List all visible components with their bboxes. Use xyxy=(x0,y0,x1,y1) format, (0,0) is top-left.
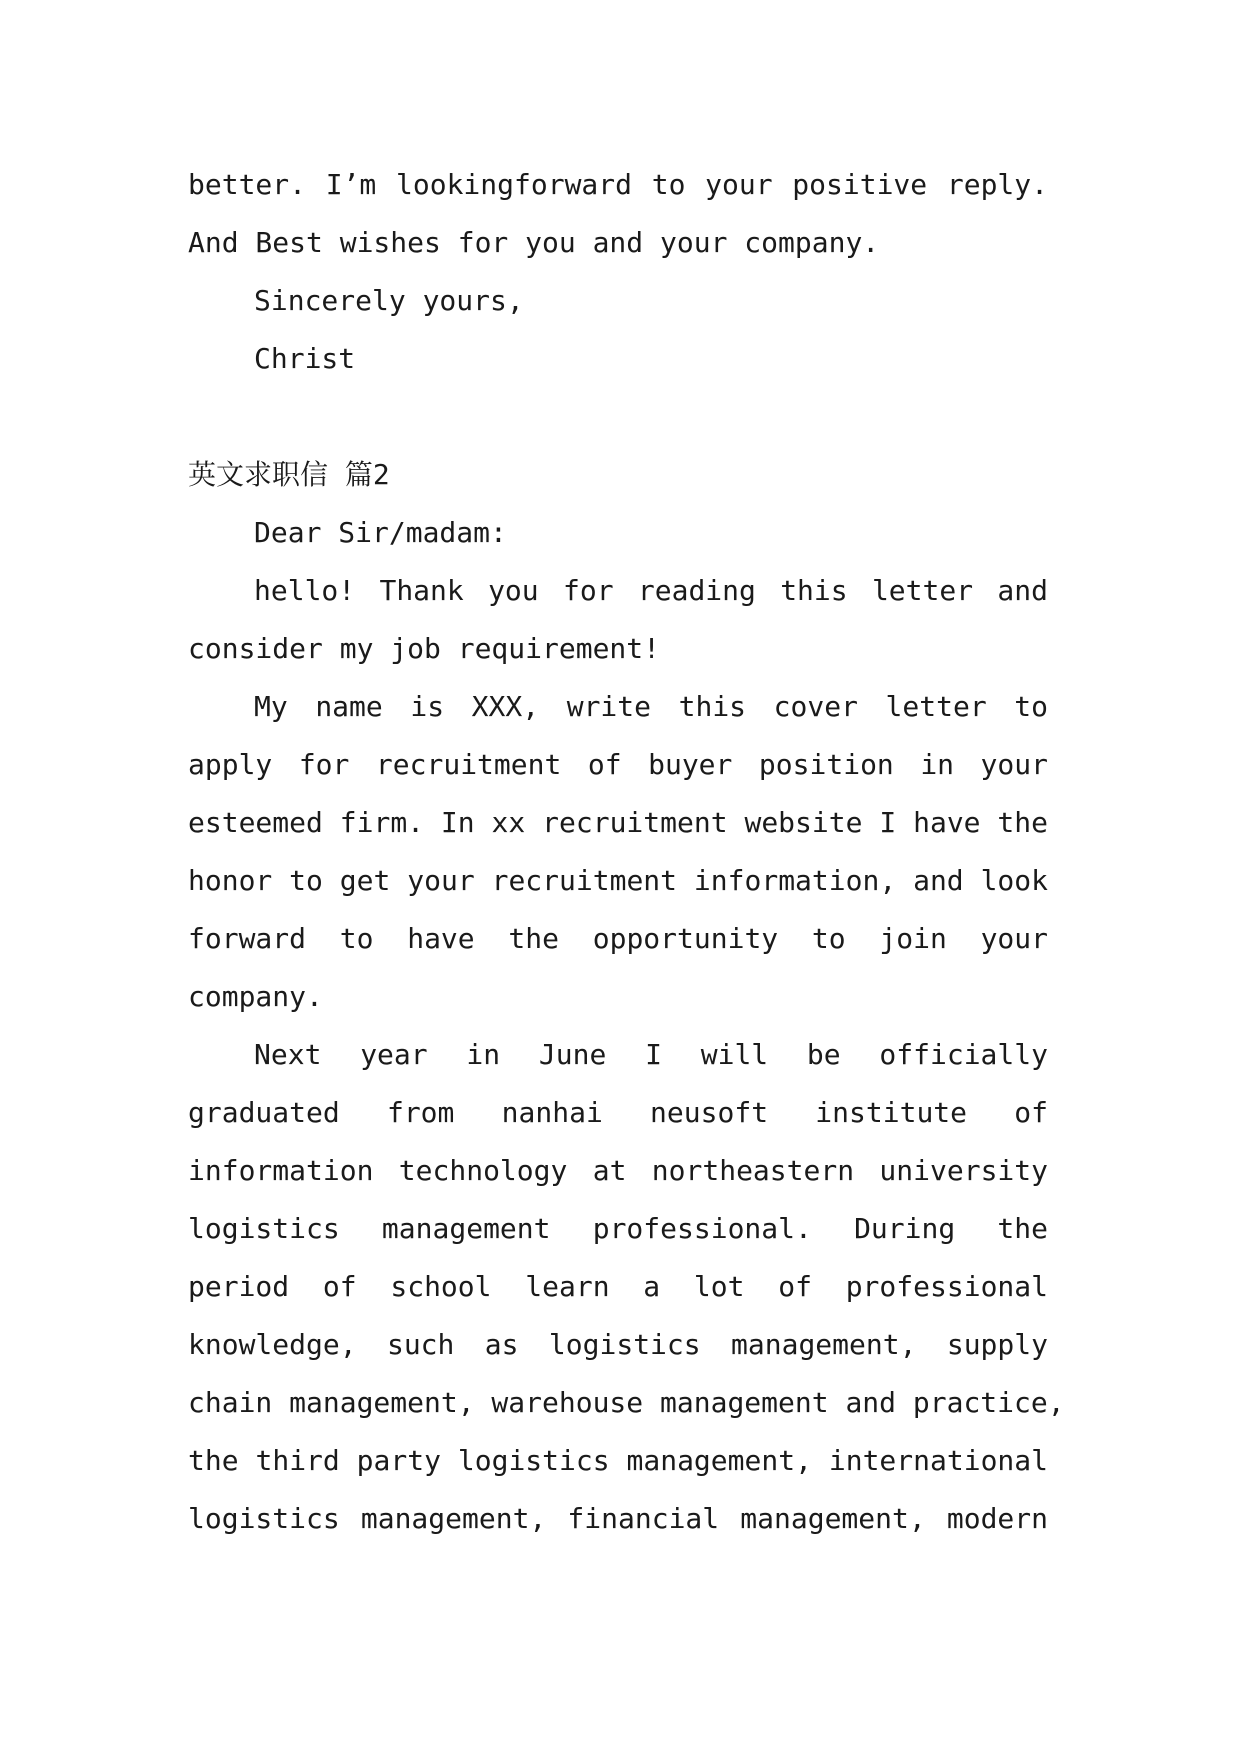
text-line: My name is XXX, write this cover letter to xyxy=(254,690,1048,723)
text-line: honor to get your recruitment information, and look xyxy=(188,864,1048,897)
paragraph-greeting xyxy=(188,562,1048,678)
document-body xyxy=(188,156,1065,1548)
text-line: apply for recruitment of buyer position in your xyxy=(188,748,1048,781)
text-line: the third party logistics management, international xyxy=(188,1444,1048,1477)
salutation: Dear Sir/madam: xyxy=(254,516,507,549)
text-line: esteemed firm. In xx recruitment website I have the xyxy=(188,806,1048,839)
text-line: forward to have the opportunity to join your xyxy=(188,922,1048,955)
text-line: And Best wishes for you and your company. xyxy=(188,226,880,259)
text-line: information technology at northeastern university xyxy=(188,1154,1048,1187)
text-line: knowledge, such as logistics management, supply xyxy=(188,1328,1048,1361)
text-line: consider my job requirement! xyxy=(188,632,661,665)
paragraph-introduction xyxy=(188,678,1048,1026)
signature: Christ xyxy=(254,342,356,375)
text-line: period of school learn a lot of professional xyxy=(188,1270,1048,1303)
closing: Sincerely yours, xyxy=(254,284,524,317)
continuation-paragraph xyxy=(188,156,1048,272)
section-heading: 英文求职信 篇2 xyxy=(188,458,390,491)
text-line: graduated from nanhai neusoft institute of xyxy=(188,1096,1048,1129)
text-line: chain management, warehouse management and practice, xyxy=(188,1386,1065,1419)
text-line: Next year in June I will be officially xyxy=(254,1038,1048,1071)
text-line: company. xyxy=(188,980,323,1013)
text-line: logistics management professional. During the xyxy=(188,1212,1048,1245)
text-line: better. I’m lookingforward to your positive reply. xyxy=(188,168,1048,201)
text-line: logistics management, financial management, modern xyxy=(188,1502,1048,1535)
paragraph-education xyxy=(188,1026,1065,1548)
text-line: hello! Thank you for reading this letter and xyxy=(254,574,1048,607)
